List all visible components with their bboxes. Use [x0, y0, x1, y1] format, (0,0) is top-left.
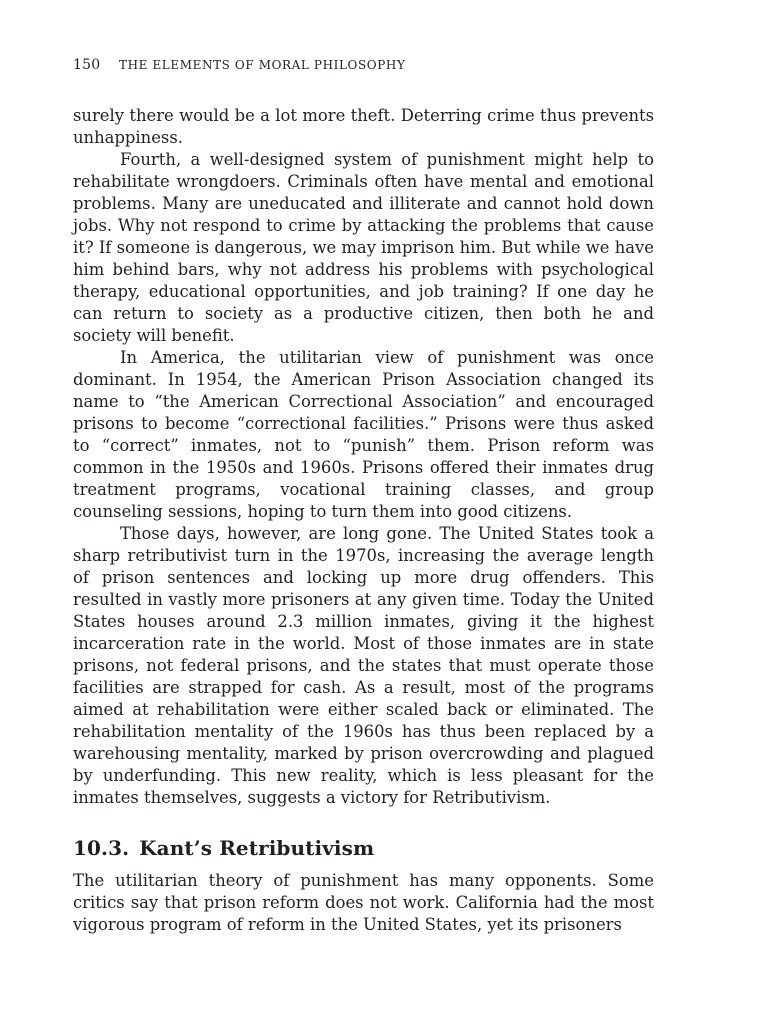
- section-number: 10.3.: [73, 836, 130, 860]
- book-title: THE ELEMENTS OF MORAL PHILOSOPHY: [119, 58, 406, 72]
- section-heading: [73, 835, 654, 861]
- paragraph-america: In America, the utilitarian view of punishment was once dominant. In 1954, the American Prison Association changed its name to “the American Correctional Association” and encouraged prisons to become “correctional facilities.” Prisons were thus asked to “correct” inmates, not to “punish” them. Prison reform was common in the 1950s and 1960s. Prisons offered their inmates drug treatment programs, vocational training classes, and group counseling sessions, hoping to turn them into good citizens.: [73, 348, 654, 521]
- section-title: Kant’s Retributivism: [139, 836, 375, 860]
- body-text: [73, 105, 654, 936]
- paragraph-retributivist-turn: Those days, however, are long gone. The United States took a sharp retributivist turn in the 1970s, increasing the average length of prison sentences and locking up more drug offenders. This resulted in vastly more prisoners at any given time. Today the United States houses around 2.3 million inmates, giving it the highest incarceration rate in the world. Most of those inmates are in state prisons, not federal prisons, and the states that must operate those facilities are strapped for cash. As a result, most of the programs aimed at rehabilitation were either scaled back or eliminated. The rehabilitation mentality of the 1960s has thus been replaced by a warehousing mentality, marked by prison overcrowding and plagued by underfunding. This new reality, which is less pleasant for the inmates themselves, suggests a victory for Retributivism.: [73, 524, 654, 807]
- page-number: 150: [73, 57, 101, 73]
- paragraph-section-intro: The utilitarian theory of punishment has many opponents. Some critics say that prison reform does not work. California had the most vigorous program of reform in the United States, yet its prisoners: [73, 871, 654, 934]
- running-header: [73, 57, 406, 73]
- paragraph-continued: surely there would be a lot more theft. Deterring crime thus prevents unhappiness.: [73, 106, 654, 147]
- paragraph-rehabilitation: Fourth, a well-designed system of punishment might help to rehabilitate wrongdoers. Criminals often have mental and emotional problems. Many are uneducated and illiterate and cannot hold down jobs. Why not respond to crime by attacking the problems that cause it? If someone is dangerous, we may imprison him. But while we have him behind bars, why not address his problems with psychological therapy, educational opportunities, and job training? If one day he can return to society as a productive citizen, then both he and society will benefit.: [73, 150, 654, 345]
